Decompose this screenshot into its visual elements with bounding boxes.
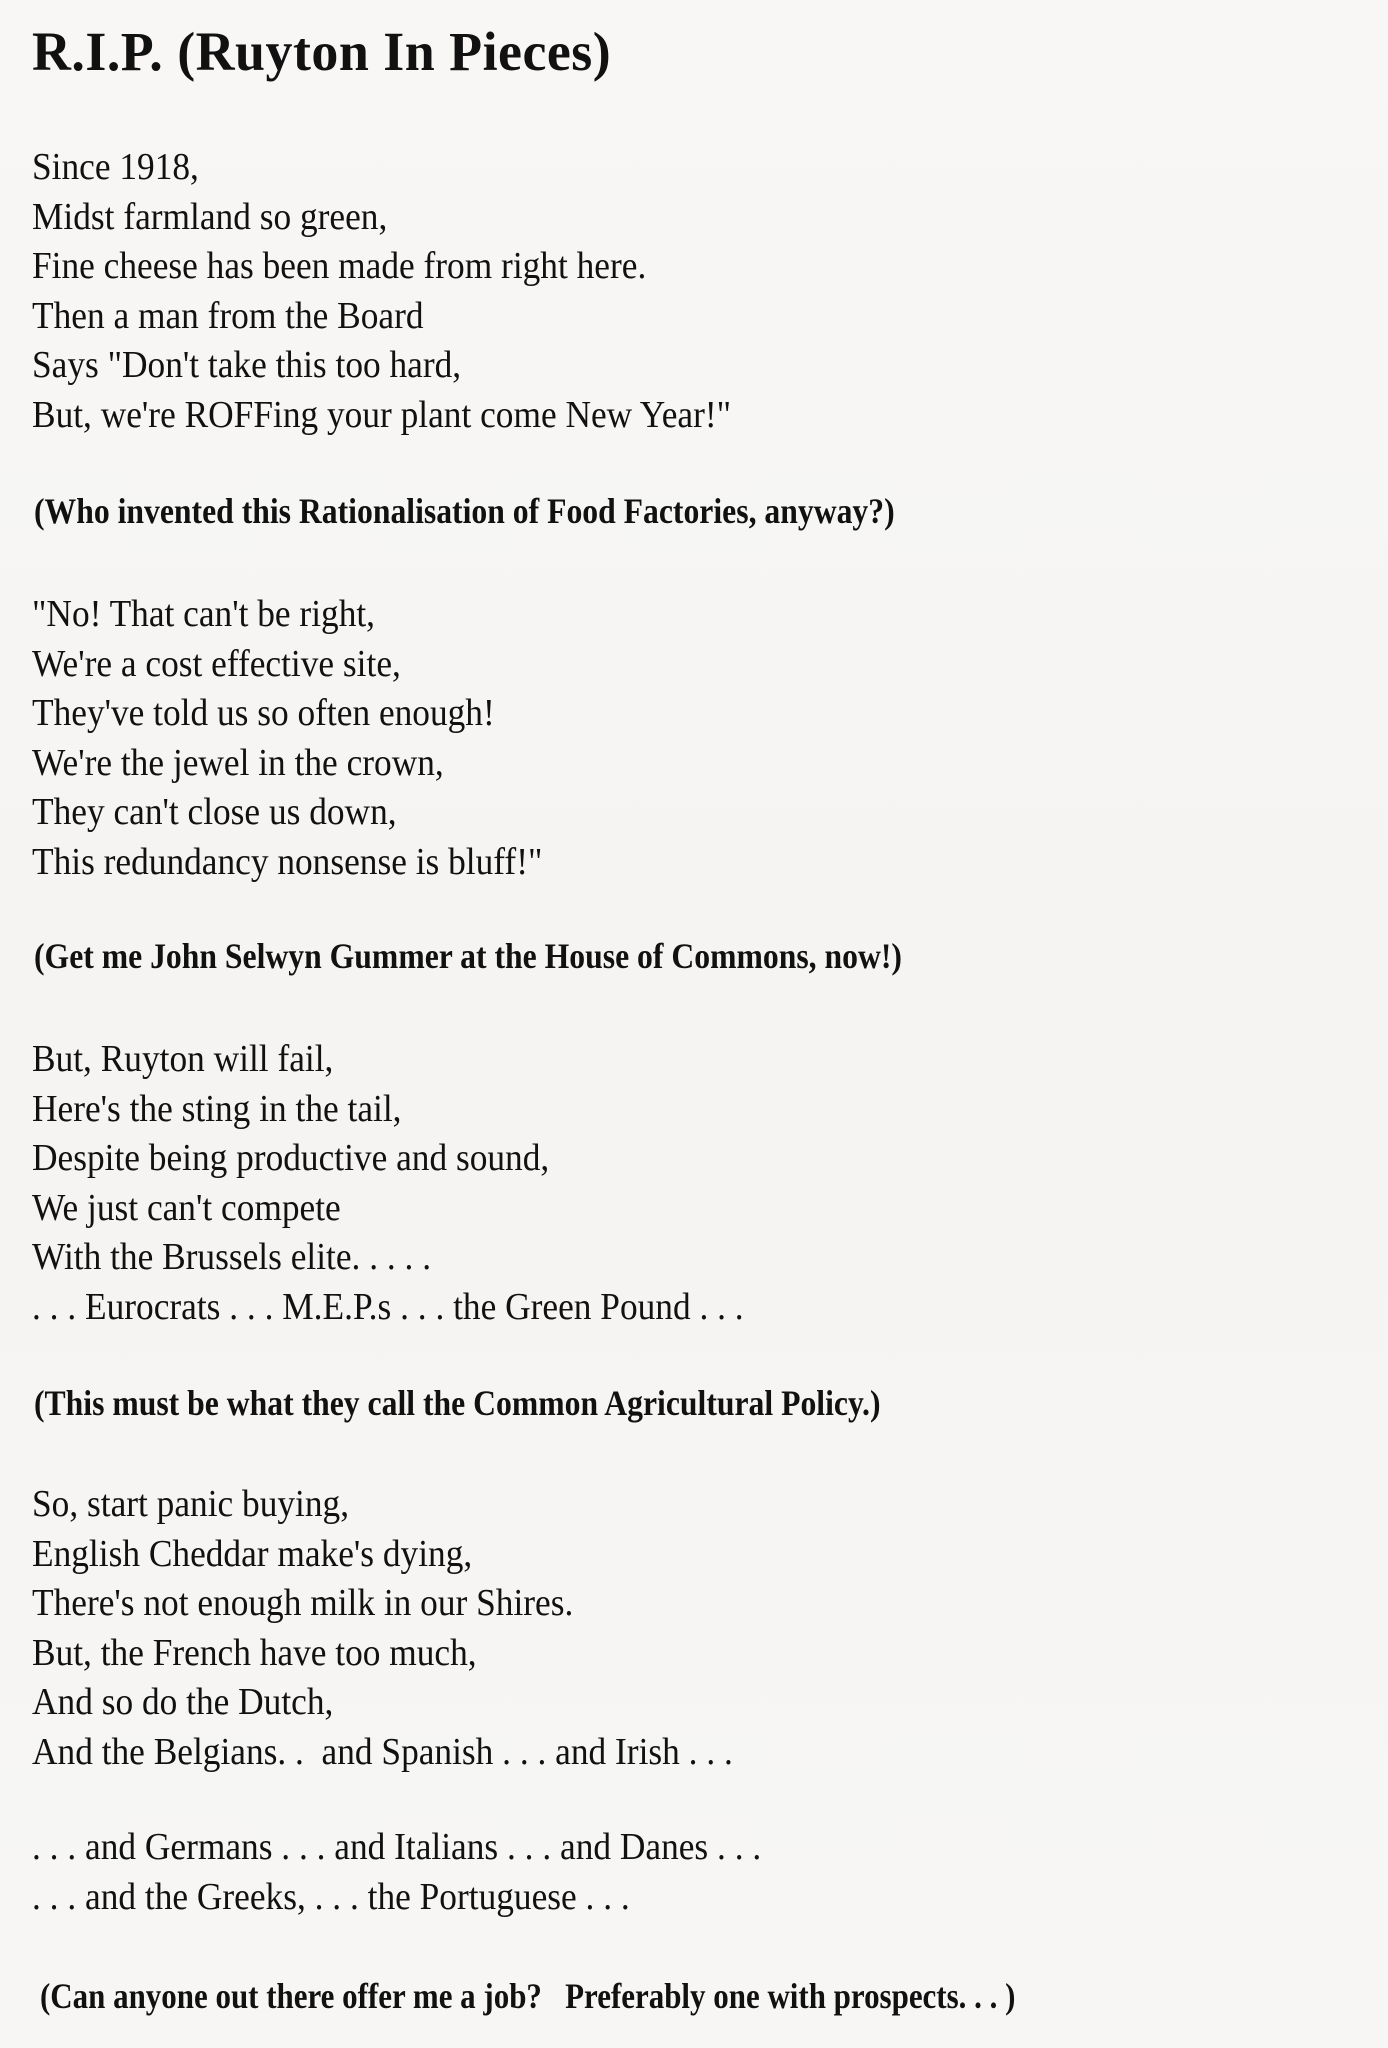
- poem-line: With the Brussels elite. . . . .: [32, 1236, 432, 1278]
- poem-line: Since 1918,: [32, 146, 199, 188]
- poem-line: . . . Eurocrats . . . M.E.P.s . . . the Green Pound . . .: [32, 1285, 744, 1328]
- poem-line: We're the jewel in the crown,: [32, 741, 444, 784]
- poem-line: But, the French have too much,: [32, 1631, 477, 1674]
- stanza-4: [32, 1480, 786, 1777]
- poem-line: Despite being productive and sound,: [32, 1137, 550, 1179]
- poem-line: Here's the sting in the tail,: [32, 1087, 402, 1130]
- stanza-2: [32, 590, 581, 887]
- poem-line: This redundancy nonsense is bluff!": [32, 840, 543, 883]
- aside-1: (Who invented this Rationalisation of Food Factories, anyway?): [34, 491, 895, 531]
- poem-title: R.I.P. (Ruyton In Pieces): [32, 21, 612, 82]
- poem-line: Then a man from the Board: [32, 294, 424, 337]
- poem-line: So, start panic buying,: [32, 1483, 350, 1525]
- aside-3: (This must be what they call the Common Agricultural Policy.): [34, 1383, 881, 1423]
- stanza-5: [32, 1823, 816, 1922]
- poem-line: Says "Don't take this too hard,: [32, 344, 462, 386]
- poem-line: . . . and the Greeks, . . . the Portuguese . . .: [32, 1875, 630, 1918]
- poem-line: English Cheddar make's dying,: [32, 1532, 473, 1575]
- poem-line: But, we're ROFFing your plant come New Year!": [32, 393, 732, 436]
- poem-line: Midst farmland so green,: [32, 195, 388, 238]
- stanza-3: [32, 1035, 797, 1332]
- poem-line: They've told us so often enough!: [32, 692, 495, 734]
- poem-line: But, Ruyton will fail,: [32, 1038, 334, 1080]
- poem-line: "No! That can't be right,: [32, 593, 376, 635]
- poem-line: We just can't compete: [32, 1186, 341, 1229]
- stanza-1: [32, 143, 784, 440]
- poem-line: They can't close us down,: [32, 791, 397, 833]
- aside-2: (Get me John Selwyn Gummer at the House of Commons, now!): [34, 936, 902, 976]
- poem-line: Fine cheese has been made from right here.: [32, 245, 647, 287]
- poem-line: . . . and Germans . . . and Italians . . . and Danes . . .: [32, 1826, 762, 1868]
- poem-line: And so do the Dutch,: [32, 1681, 334, 1723]
- poem-line: And the Belgians. . and Spanish . . . and Irish . . .: [32, 1730, 733, 1773]
- poem-line: There's not enough milk in our Shires.: [32, 1582, 574, 1624]
- aside-4: (Can anyone out there offer me a job? Preferably one with prospects. . . ): [40, 1976, 1016, 2016]
- poem-line: We're a cost effective site,: [32, 642, 401, 685]
